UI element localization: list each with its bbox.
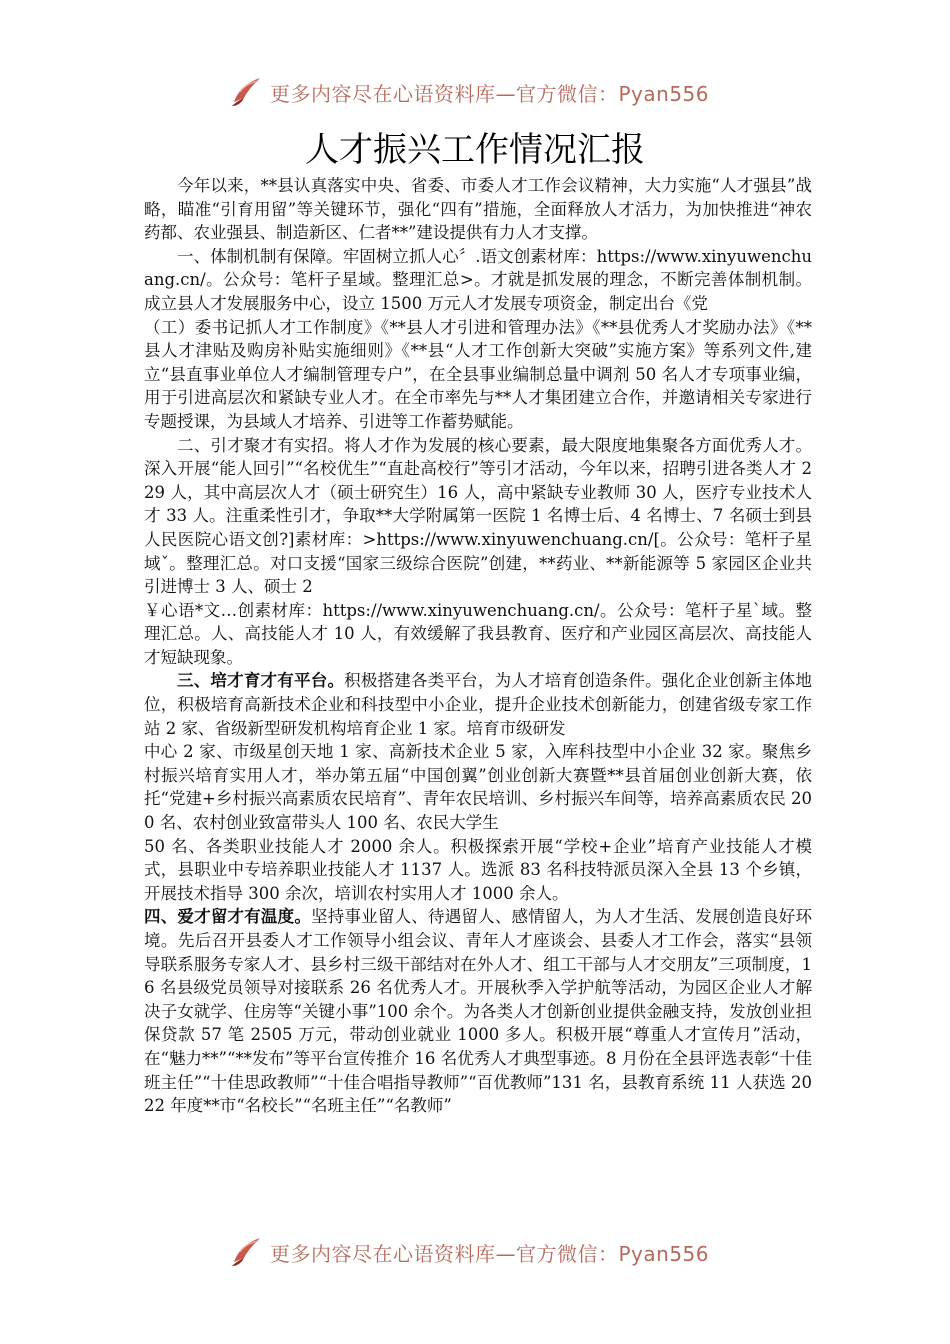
brush-logo-icon [226,1232,266,1272]
header-watermark-banner [226,72,746,112]
paragraph-section-3-cont [144,740,812,834]
paragraph-section-4 [144,905,812,1117]
paragraph-text: 今年以来，**县认真落实中央、省委、市委人才工作会议精神，大力实施“人才强县”战略，瞄准“引育用留”等关键环节，强化“四有”措施，全面释放人才活力，为加快推进“神农药都、农业强县、制造新区、仁者**”建设提供有力人才支撑。 [144,176,812,243]
paragraph-text: 坚持事业留人、待遇留人、感情留人，为人才生活、发展创造良好环境。先后召开县委人才工作领导小组会议、青年人才座谈会、县委人才工作会，落实“县领导联系服务专家人才、县乡村三级干部结对在外人才、组工干部与人才交朋友”三项制度，16 名县级党员领导对接联系 26 名优秀人才。开展秋季入学护航等活动，为园区企业人才解决子女就学、住房等“关键小事”100 余个。为各类人才创新创业提供金融支持，发放创业担保贷款 57 笔 2505 万元，带动创业就业 1000 多人。积极开展“尊重人才宣传月”活动，在“魅力**”“**发布”等平台宣传推介 16 名优秀人才典型事迹。8 月份在全县评选表彰“十佳班主任”“十佳思政教师”“十佳合唱指导教师”“百优教师”131 名，县教育系统 11 人获选 2022 年度**市“名校长”“名班主任”“名教师” [144,907,813,1116]
brush-logo-icon [226,72,266,112]
watermark-text: 更多内容尽在心语资料库—官方微信：Pyan556 [270,1241,710,1266]
paragraph-text: 中心 2 家、市级星创天地 1 家、高新技术企业 5 家，入库科技型中小企业 32 家。聚焦乡村振兴培育实用人才，举办第五届“中国创翼”创业创新大赛暨**县首届创业创新大赛，依托“党建+乡村振兴高素质农民培育”、青年农民培训、乡村振兴车间等，培养高素质农民 200 名、农村创业致富带头人 100 名、农民大学生 [144,742,812,833]
paragraph-section-2-cont [144,599,812,670]
document-body [144,174,812,1118]
paragraph-text: 积极搭建各类平台，为人才培育创造条件。强化企业创新主体地位，积极培育高新技术企业和科技型中小企业，提升企业技术创新能力，创建省级专家工作站 2 家、省级新型研发机构培育企业 1 家。培育市级研发 [144,671,813,738]
section-heading: 三、培才育才有平台。 [177,671,345,691]
paragraph-text: 一、体制机制有保障。牢固树立抓人心〞.语文创素材库：https://www.xinyuwenchuang.cn/。公众号：笔杆子星域。整理汇总>。才就是抓发展的理念，不断完善体制机制。成立县人才发展服务中心，设立 1500 万元人才发展专项资金，制定出台《党 [144,246,812,313]
section-heading: 四、爱才留才有温度。 [144,907,312,927]
document-title: 人才振兴工作情况汇报 [305,130,645,170]
paragraph-section-3 [144,669,812,740]
paragraph-text: 50 名、各类职业技能人才 2000 余人。积极探索开展“学校+企业”培育产业技能人才模式，县职业中专培养职业技能人才 1137 人。选派 83 名科技特派员深入全县 13 个乡镇，开展技术指导 300 余次，培训农村实用人才 1000 余人。 [144,836,812,903]
paragraph-section-1 [144,245,812,316]
paragraph-text: ￥心语*文…创素材库：https://www.xinyuwenchuang.cn/。公众号：笔杆子星`域。整理汇总。人、高技能人才 10 人，有效缓解了我县教育、医疗和产业园区高层次、高技能人才短缺现象。 [144,600,812,667]
paragraph-text: （工）委书记抓人才工作制度》《**县人才引进和管理办法》《**县优秀人才奖励办法》《**县人才津贴及购房补贴实施细则》《**县“人才工作创新大突破”实施方案》等系列文件,建立“县直事业单位人才编制管理专户”，在全县事业编制总量中调剂 50 名人才专项事业编，用于引进高层次和紧缺专业人才。在全市率先与**人才集团建立合作，并邀请相关专家进行专题授课，为县域人才培养、引进等工作蓄势赋能。 [144,317,812,431]
paragraph-section-3-cont-2 [144,835,812,906]
paragraph-section-1-cont [144,316,812,434]
paragraph-section-2 [144,434,812,599]
paragraph-text: 二、引才聚才有实招。将人才作为发展的核心要素，最大限度地集聚各方面优秀人才。深入开展“能人回引”“名校优生”“直赴高校行”等引才活动，今年以来，招聘引进各类人才 229 人，其中高层次人才（硕士研究生）16 人，高中紧缺专业教师 30 人，医疗专业技术人才 33 人。注重柔性引才，争取**大学附属第一医院 1 名博士后、4 名博士、7 名硕士到县人民医院心语文创?]素材库：>https://www.xinyuwenchuang.cn/[。公众号：笔杆子星域ˇ。整理汇总。对口支援“国家三级综合医院”创建，**药业、**新能源等 5 家园区企业共引进博士 3 人、硕士 2 [144,435,812,597]
watermark-text: 更多内容尽在心语资料库—官方微信：Pyan556 [270,81,710,106]
footer-watermark-banner [226,1232,746,1272]
paragraph-intro [144,174,812,245]
